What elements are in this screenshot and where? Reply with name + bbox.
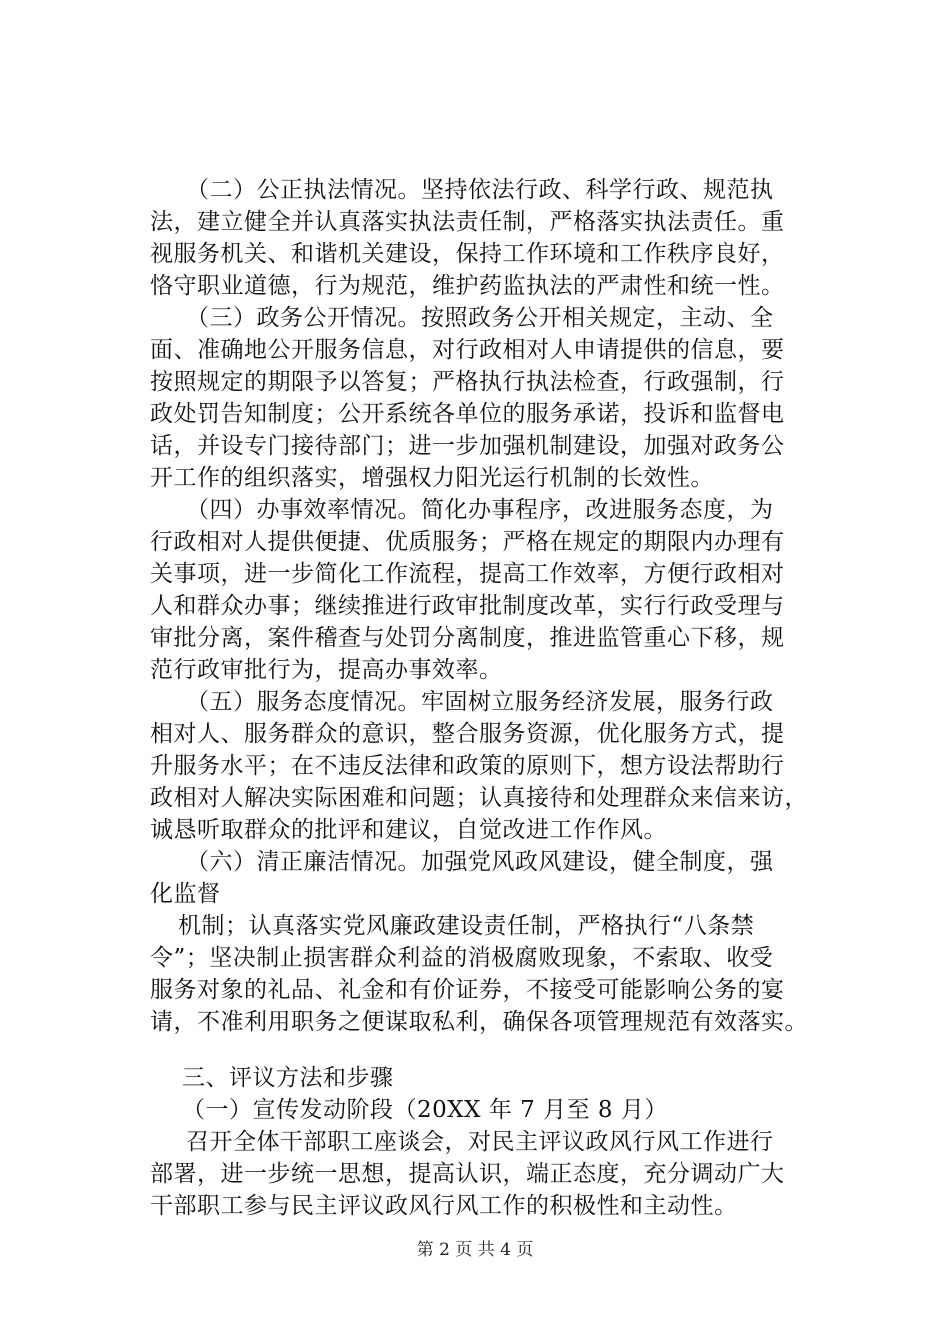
paragraph-line: 人和群众办事；继续推进行政审批制度改革，实行行政受理与 — [150, 593, 785, 619]
paragraph-line: 服务对象的礼品、礼金和有价证券，不接受可能影响公务的宴 — [150, 977, 785, 1003]
paragraph-line: 按照规定的期限予以答复；严格执行执法检查，行政强制，行 — [150, 369, 785, 395]
paragraph-line: （六）清正廉洁情况。加强党风政风建设，健全制度，强 — [186, 849, 774, 875]
paragraph-line: （二）公正执法情况。坚持依法行政、科学行政、规范执 — [186, 177, 774, 203]
paragraph-line: （四）办事效率情况。简化办事程序，改进服务态度，为 — [186, 497, 774, 523]
paragraph-gap — [150, 1038, 830, 1062]
paragraph-line: 面、准确地公开服务信息，对行政相对人申请提供的信息，要 — [150, 337, 785, 363]
paragraph-line: 召开全体干部职工座谈会，对民主评议政风行风工作进行 — [186, 1129, 774, 1155]
paragraph-line: 部署，进一步统一思想，提高认识，端正态度，充分调动广大 — [150, 1161, 785, 1187]
paragraph-line: 恪守职业道德，行为规范，维护药监执法的严肃性和统一性。 — [150, 273, 785, 299]
paragraph-line: 范行政审批行为，提高办事效率。 — [150, 657, 503, 683]
paragraph-line: 开工作的组织落实，增强权力阳光运行机制的长效性。 — [150, 465, 714, 491]
paragraph-line: 机制；认真落实党风廉政建设责任制，严格执行“八条禁 — [178, 913, 755, 939]
document-body — [150, 174, 830, 1222]
paragraph-line: 政相对人解决实际困难和问题；认真接待和处理群众来信来访， — [150, 785, 808, 811]
paragraph-line: 请，不准利用职务之便谋取私利，确保各项管理规范有效落实。 — [150, 1009, 808, 1035]
paragraph-line: 令”；坚决制止损害群众利益的消极腐败现象，不索取、收受 — [150, 945, 774, 971]
paragraph-line: 法，建立健全并认真落实执法责任制，严格落实执法责任。重 — [150, 209, 785, 235]
paragraph-line: 相对人、服务群众的意识，整合服务资源，优化服务方式，提 — [150, 721, 785, 747]
paragraph-line: 干部职工参与民主评议政风行风工作的积极性和主动性。 — [150, 1193, 738, 1219]
section-heading: 三、评议方法和步骤 — [182, 1065, 394, 1091]
subsection-heading: （一）宣传发动阶段（20XX 年 7 月至 8 月） — [182, 1097, 668, 1123]
paragraph-line: （三）政务公开情况。按照政务公开相关规定，主动、全 — [186, 305, 774, 331]
paragraph-line: 升服务水平；在不违反法律和政策的原则下，想方设法帮助行 — [150, 753, 785, 779]
paragraph-line: 话，并设专门接待部门；进一步加强机制建设，加强对政务公 — [150, 433, 785, 459]
page-number-footer: 第 2 页 共 4 页 — [416, 1240, 534, 1260]
paragraph-line: 关事项，进一步简化工作流程，提高工作效率，方便行政相对 — [150, 561, 785, 587]
paragraph-line: （五）服务态度情况。牢固树立服务经济发展，服务行政 — [186, 689, 774, 715]
paragraph-line: 视服务机关、和谐机关建设，保持工作环境和工作秩序良好， — [150, 241, 785, 267]
paragraph-line: 诚恳听取群众的批评和建议，自觉改进工作作风。 — [150, 817, 667, 843]
paragraph-line: 行政相对人提供便捷、优质服务；严格在规定的期限内办理有 — [150, 529, 785, 555]
paragraph-line: 审批分离，案件稽查与处罚分离制度，推进监管重心下移，规 — [150, 625, 785, 651]
paragraph-line: 政处罚告知制度；公开系统各单位的服务承诺，投诉和监督电 — [150, 401, 785, 427]
paragraph-line: 化监督 — [150, 881, 221, 907]
